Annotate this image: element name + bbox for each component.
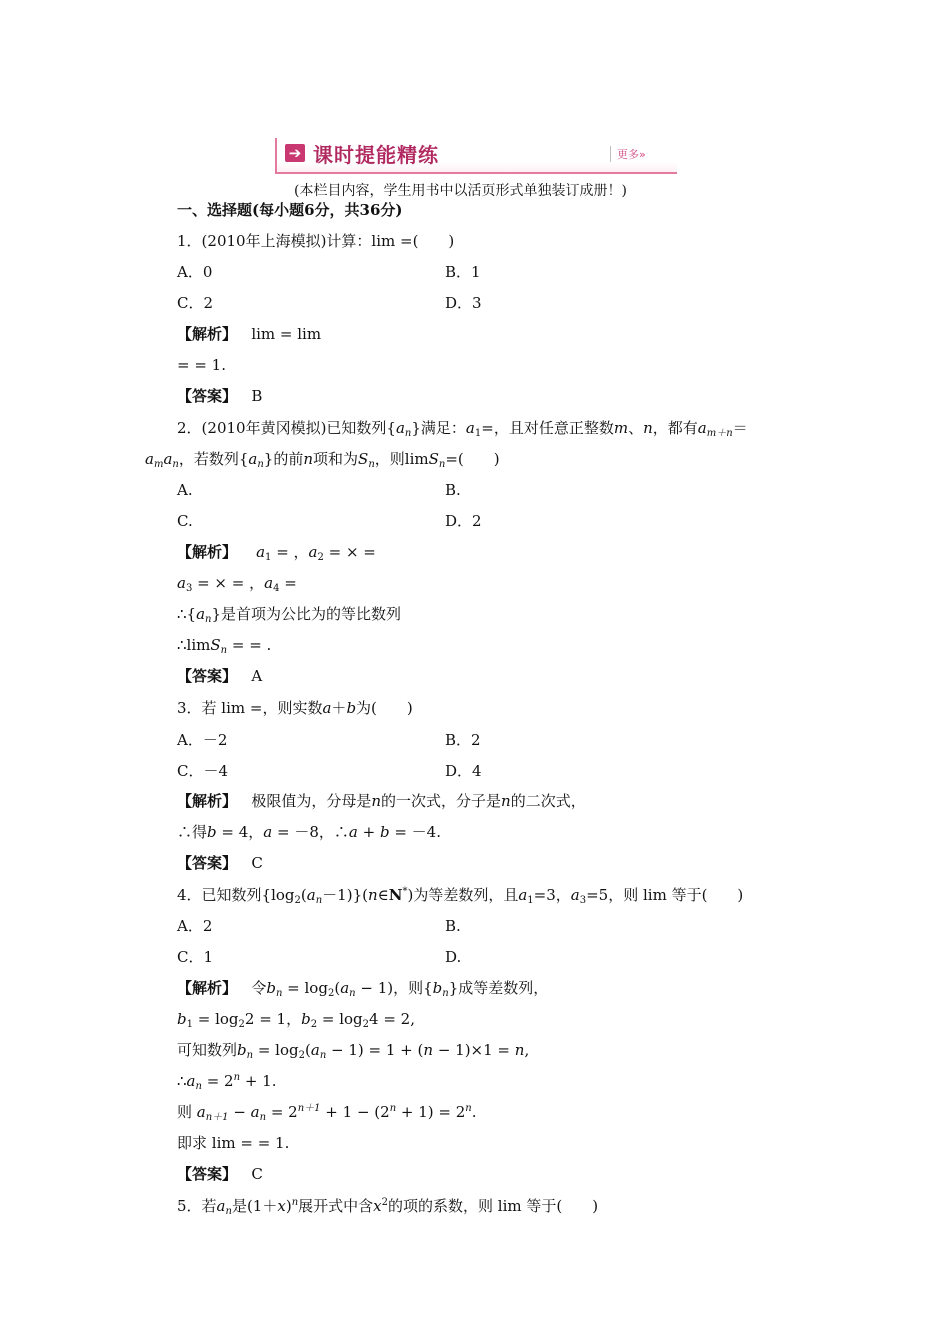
q3-analysis: 【解析】 极限值为，分母是n的一次式，分子是n的二次式， bbox=[177, 792, 586, 810]
q2-option-c: C. bbox=[177, 512, 193, 530]
q2-stem-line2: $a_ma_n$，若数列$\{a_n\}$的前n项和为$S_n$，则limS$_n$=( ) bbox=[145, 450, 500, 470]
q2-stem-line1: 2．(2010年黄冈模拟)已知数列$\{a_n\}$满足：$a_1=$，且对任意正整数m、n，都有$a_{m+n}=$ bbox=[177, 419, 748, 439]
analysis-label: 【解析】 bbox=[177, 325, 238, 343]
q2-option-d: D．2 bbox=[445, 512, 482, 530]
q1-analysis-body: lim = lim bbox=[251, 325, 322, 343]
q1-analysis bbox=[177, 324, 321, 344]
arrow-icon: ➔ bbox=[285, 144, 305, 162]
q4-analysis-line4: $\therefore a_n = 2^n + 1$. bbox=[177, 1072, 277, 1092]
q1-option-c: C．2 bbox=[177, 294, 214, 312]
q1-option-b: B．1 bbox=[445, 263, 481, 281]
q1-analysis-line2: = = 1. bbox=[177, 356, 226, 374]
banner-title: 课时提能精练 bbox=[313, 143, 439, 167]
q4-option-d: D. bbox=[445, 948, 462, 966]
more-link[interactable]: 更多» bbox=[617, 148, 646, 161]
answer-label: 【答案】 bbox=[177, 667, 238, 685]
q3-analysis-line2: ∴得b = 4，a = －8，∴a + b = －4. bbox=[177, 823, 441, 841]
q4-stem: 4．已知数列$\{\log_2(a_n-1)\}(n\in N^*)$为等差数列，且$a_1=3$，$a_3=5$，则 lim 等于( ) bbox=[177, 886, 744, 906]
q3-option-d: D．4 bbox=[445, 762, 482, 780]
q4-option-c: C．1 bbox=[177, 948, 214, 966]
q4-analysis-line2: $b_1 = \log_22 = 1$，$b_2 = \log_24 = 2$, bbox=[177, 1010, 415, 1030]
q3-option-c: C．－4 bbox=[177, 762, 229, 780]
q3-stem: 3．若 lim =，则实数a＋b为( ) bbox=[177, 699, 413, 717]
q2-analysis-line3: $\therefore\{a_n\}$是首项为公比为的等比数列 bbox=[177, 605, 402, 625]
q4-option-a: A．2 bbox=[177, 917, 213, 935]
q2-answer: 【答案】 A bbox=[177, 667, 263, 685]
q3-option-a: A．－2 bbox=[177, 731, 228, 749]
answer-label: 【答案】 bbox=[177, 854, 238, 872]
q2-analysis-line2: $a_3$ = × = ，$a_4$ = bbox=[177, 574, 297, 594]
analysis-label: 【解析】 bbox=[177, 792, 238, 810]
q4-analysis-line6: 即求 lim = = 1. bbox=[177, 1134, 290, 1152]
binding-note: (本栏目内容，学生用书中以活页形式单独装订成册！) bbox=[294, 183, 627, 199]
q5-stem: 5．若$a_n$是$(1+x)^n$展开式中含$x^2$的项的系数，则 lim 等于( ) bbox=[177, 1197, 599, 1217]
q2-option-a: A. bbox=[177, 481, 193, 499]
section-heading: 一、选择题(每小题6分，共36分) bbox=[177, 201, 403, 219]
q4-answer: 【答案】 C bbox=[177, 1165, 263, 1183]
q4-option-b: B. bbox=[445, 917, 461, 935]
q1-stem: 1．(2010年上海模拟)计算：lim =( ) bbox=[177, 232, 455, 250]
q4-analysis: 【解析】 令$b_n = \log_2(a_n - 1)$，则$\{b_n\}$成等差数列， bbox=[177, 979, 549, 999]
q4-analysis-line5: 则 $a_{n+1} - a_n = 2^{n+1} + 1 - (2^n + 1) = 2^n$. bbox=[177, 1103, 477, 1123]
q2-analysis-line4: ∴limS$_n$ = = . bbox=[177, 636, 272, 656]
analysis-label: 【解析】 bbox=[177, 979, 238, 997]
banner-divider bbox=[610, 146, 611, 162]
answer-label: 【答案】 bbox=[177, 387, 238, 405]
q1-answer-value: B bbox=[251, 387, 263, 405]
q3-answer: 【答案】 C bbox=[177, 854, 263, 872]
q1-answer bbox=[177, 386, 262, 406]
q1-option-d: D．3 bbox=[445, 294, 482, 312]
q2-option-b: B. bbox=[445, 481, 461, 499]
practice-banner bbox=[275, 138, 677, 174]
q4-analysis-line3: 可知数列$b_n = \log_2(a_n - 1) = 1 + (n - 1)\times 1 = n$, bbox=[177, 1041, 530, 1061]
answer-label: 【答案】 bbox=[177, 1165, 238, 1183]
q1-option-a: A．0 bbox=[177, 263, 213, 281]
q2-analysis: 【解析】 $a_1$ = ，$a_2$ = × = bbox=[177, 543, 376, 563]
analysis-label: 【解析】 bbox=[177, 543, 238, 561]
q3-option-b: B．2 bbox=[445, 731, 481, 749]
